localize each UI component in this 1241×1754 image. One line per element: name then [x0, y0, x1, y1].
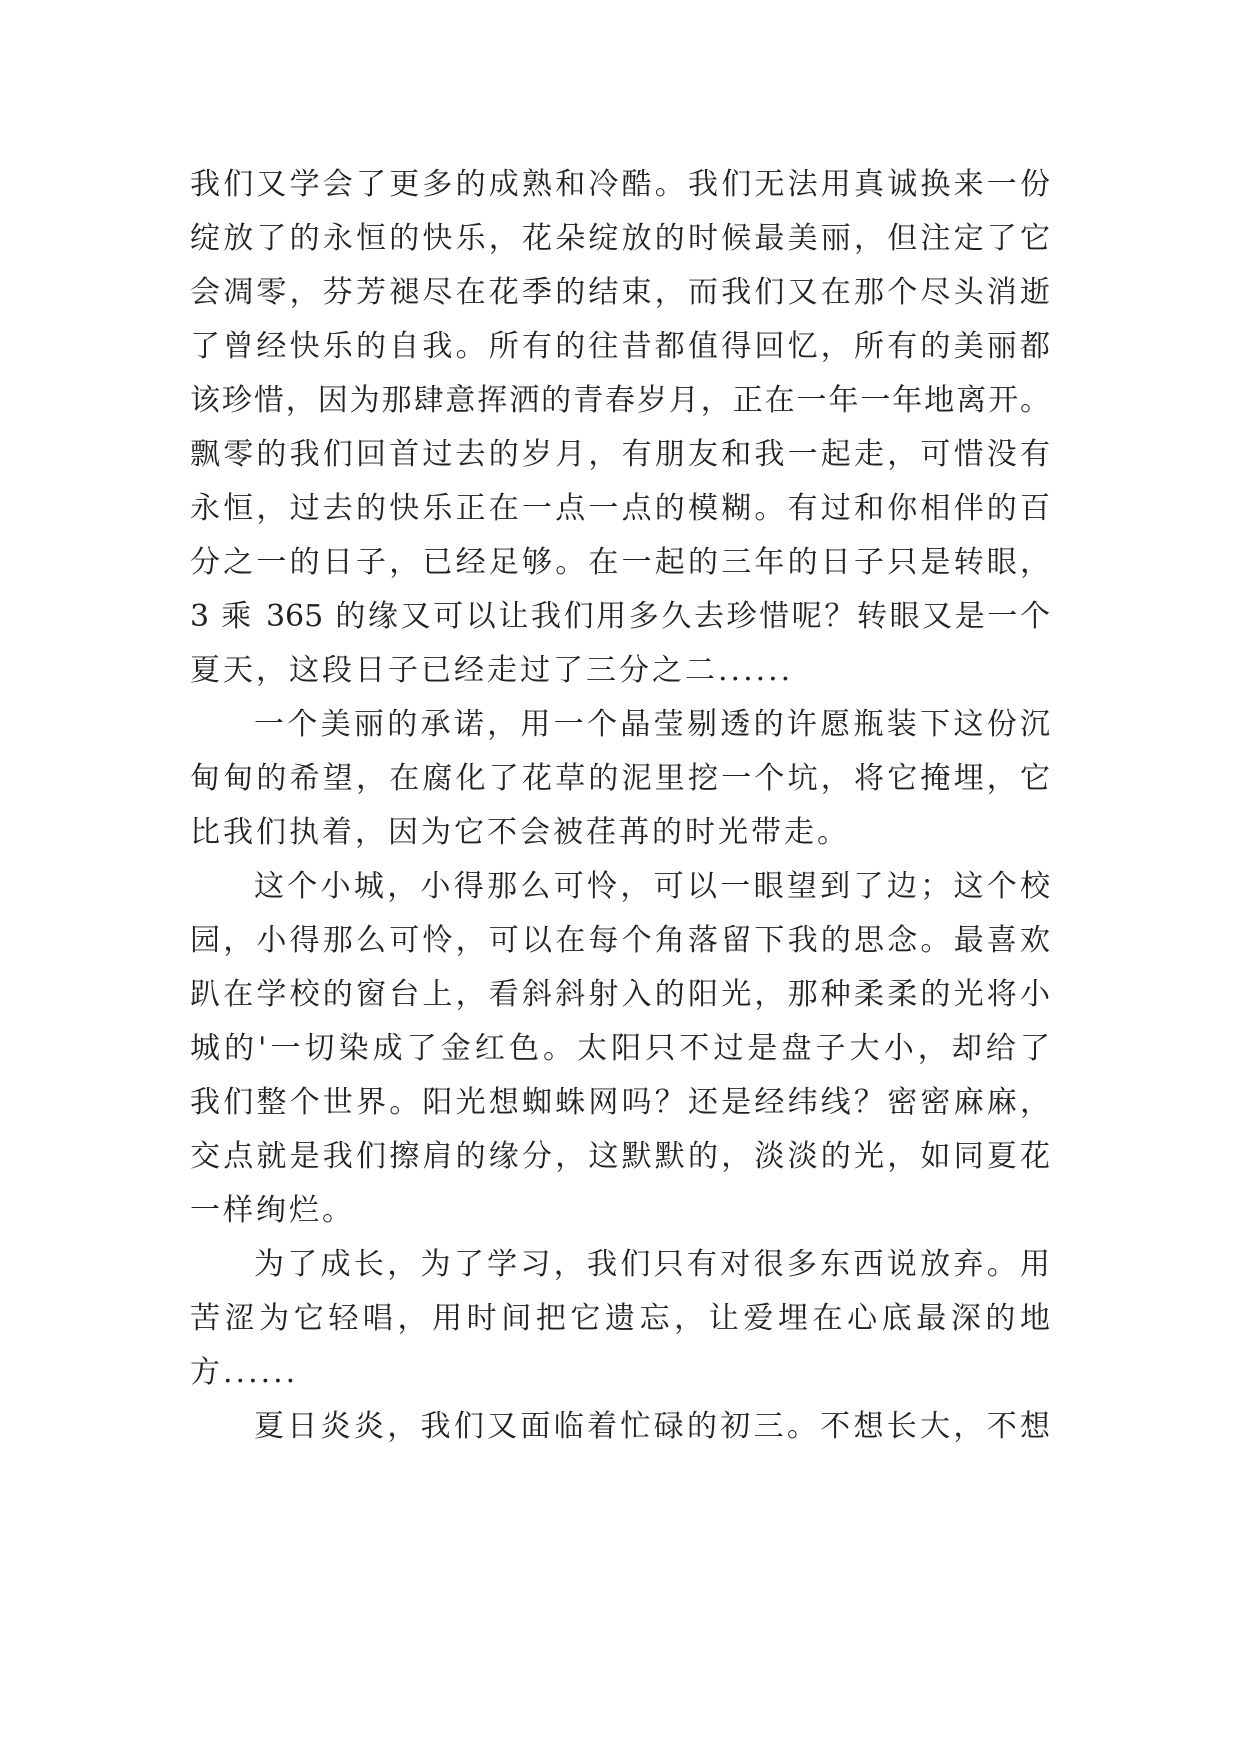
text-line: 甸甸的希望，在腐化了花草的泥里挖一个坑，将它掩埋，它	[190, 761, 1050, 796]
paragraph-first-line: 夏日炎炎，我们又面临着忙碌的初三。不想长大，不想	[254, 1409, 1050, 1444]
text-line: 了曾经快乐的自我。所有的往昔都值得回忆，所有的美丽都	[190, 329, 1050, 364]
text-line: 会凋零，芬芳褪尽在花季的结束，而我们又在那个尽头消逝	[190, 275, 1050, 310]
text-line: 交点就是我们擦肩的缘分，这默默的，淡淡的光，如同夏花	[190, 1139, 1050, 1174]
paragraph-first-line: 为了成长，为了学习，我们只有对很多东西说放弃。用	[254, 1247, 1050, 1282]
text-line: 永恒，过去的快乐正在一点一点的模糊。有过和你相伴的百	[190, 491, 1050, 526]
paragraph-first-line: 这个小城，小得那么可怜，可以一眼望到了边；这个校	[254, 869, 1050, 904]
text-line: 城的'一切染成了金红色。太阳只不过是盘子大小，却给了	[190, 1031, 1050, 1066]
text-line: 我们又学会了更多的成熟和冷酷。我们无法用真诚换来一份	[190, 167, 1050, 202]
text-line: 园，小得那么可怜，可以在每个角落留下我的思念。最喜欢	[190, 923, 1050, 958]
text-line: 方......	[190, 1355, 299, 1390]
text-line: 我们整个世界。阳光想蜘蛛网吗？还是经纬线？密密麻麻，	[190, 1085, 1050, 1120]
text-line: 3 乘 365 的缘又可以让我们用多久去珍惜呢？转眼又是一个	[190, 599, 1050, 634]
paragraph-first-line: 一个美丽的承诺，用一个晶莹剔透的许愿瓶装下这份沉	[254, 707, 1050, 742]
text-line: 比我们执着，因为它不会被荏苒的时光带走。	[190, 815, 850, 850]
text-line: 飘零的我们回首过去的岁月，有朋友和我一起走，可惜没有	[190, 437, 1050, 472]
text-line: 分之一的日子，已经足够。在一起的三年的日子只是转眼，	[190, 545, 1050, 580]
text-line: 趴在学校的窗台上，看斜斜射入的阳光，那种柔柔的光将小	[190, 977, 1050, 1012]
text-line: 苦涩为它轻唱，用时间把它遗忘，让爱埋在心底最深的地	[190, 1301, 1050, 1336]
text-line: 一样绚烂。	[190, 1193, 355, 1228]
text-line: 该珍惜，因为那肆意挥洒的青春岁月，正在一年一年地离开。	[190, 383, 1050, 418]
text-line: 夏天，这段日子已经走过了三分之二......	[190, 653, 794, 688]
body-text	[190, 158, 1050, 1454]
text-line: 绽放了的永恒的快乐，花朵绽放的时候最美丽，但注定了它	[190, 221, 1050, 256]
